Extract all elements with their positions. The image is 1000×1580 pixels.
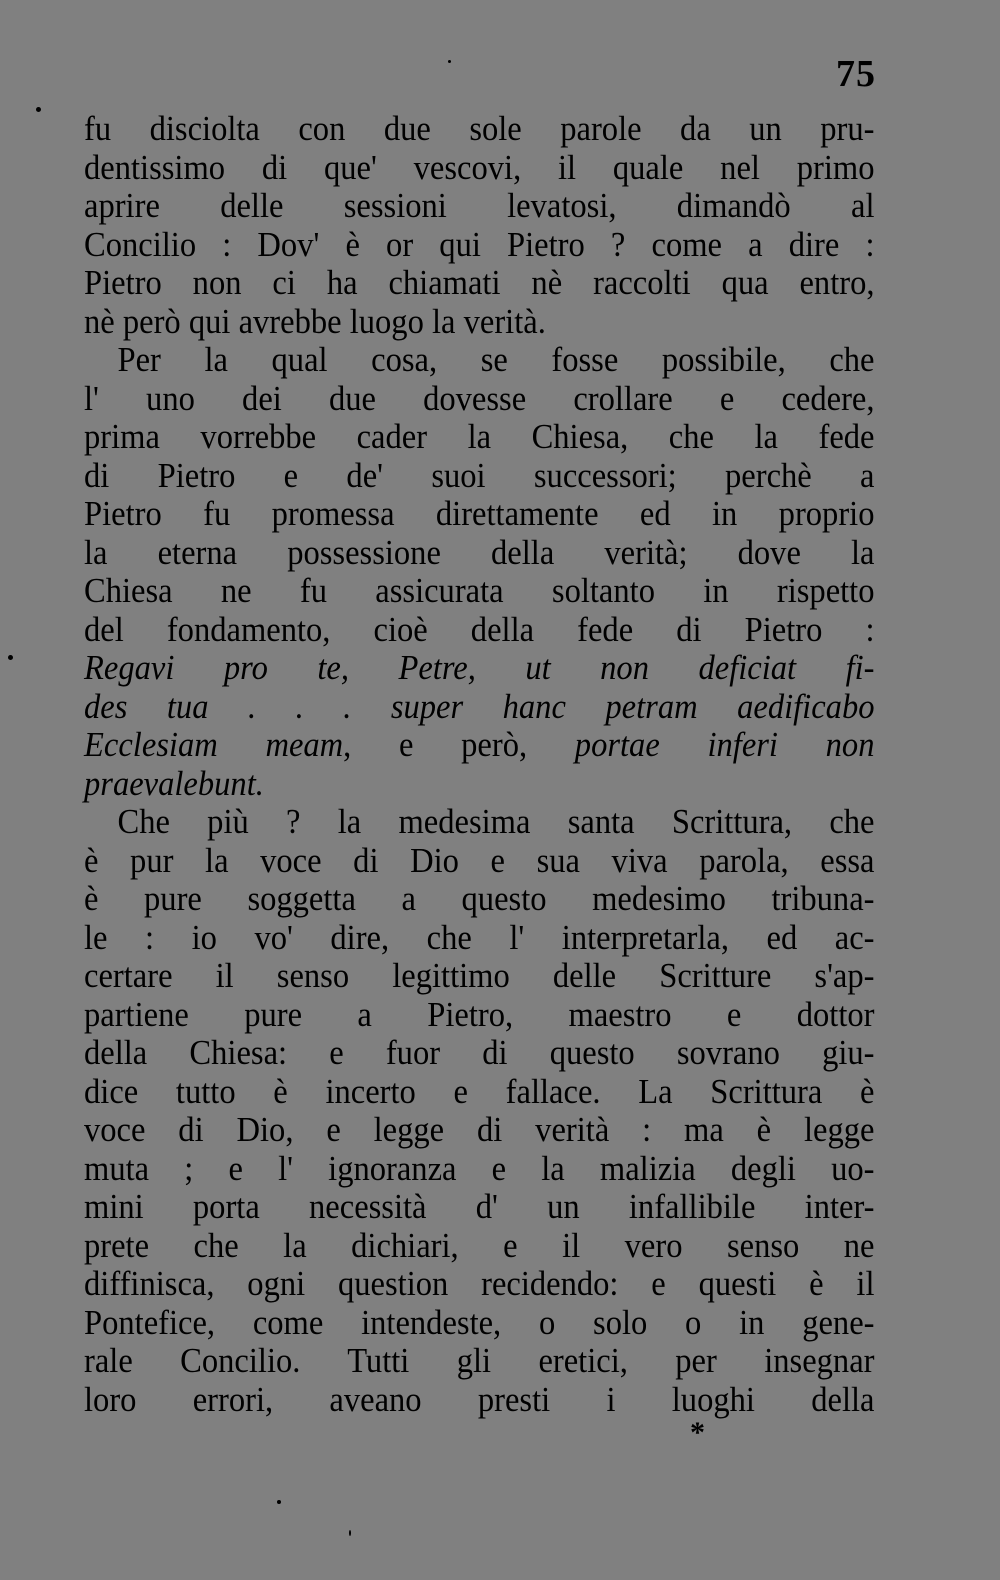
text-line: prete che la dichiari, e il vero senso ne bbox=[84, 1225, 875, 1265]
mixed-quote-line bbox=[84, 726, 875, 765]
latin-quote-line: praevalebunt. bbox=[84, 763, 264, 803]
text-line: l' uno dei due dovesse crollare e cedere, bbox=[84, 378, 875, 418]
text-line: voce di Dio, e legge di verità : ma è legge bbox=[84, 1110, 875, 1149]
text-line: diffinisca, ogni question recidendo: e questi è il bbox=[84, 1264, 875, 1303]
text-line: del fondamento, cioè della fede di Pietro : bbox=[84, 609, 875, 649]
text-line: di Pietro e de' suoi successori; perchè a bbox=[84, 455, 875, 495]
signature-mark: * bbox=[690, 1416, 705, 1449]
latin-quote-line: des tua . . . super hanc petram aedificabo bbox=[84, 686, 875, 726]
text-line: Pietro fu promessa direttamente ed in proprio bbox=[84, 494, 875, 533]
latin-quote-line: Regavi pro te, Petre, ut non deficiat fi- bbox=[84, 648, 875, 687]
text-line: Pontefice, come intendeste, o solo o in gene- bbox=[84, 1302, 875, 1342]
scan-speck bbox=[8, 655, 13, 660]
text-line: nè però qui avrebbe luogo la verità. bbox=[84, 301, 546, 341]
page-number: 75 bbox=[836, 53, 876, 95]
text-line: la eterna possessione della verità; dove la bbox=[84, 532, 875, 572]
paragraph-start-line: Che più ? la medesima santa Scrittura, che bbox=[117, 802, 875, 841]
text-line: fu disciolta con due sole parole da un pru- bbox=[84, 109, 875, 148]
text-line: aprire delle sessioni levatosi, dimandò al bbox=[84, 186, 875, 225]
scan-speck bbox=[349, 1530, 351, 1536]
text-line: partiene pure a Pietro, maestro e dottor bbox=[84, 994, 875, 1034]
text-line: Chiesa ne fu assicurata soltanto in rispetto bbox=[84, 571, 875, 610]
text-line: prima vorrebbe cader la Chiesa, che la fede bbox=[84, 417, 875, 456]
latin-quote-fragment: Ecclesiam meam bbox=[84, 725, 344, 764]
text-line: della Chiesa: e fuor di questo sovrano giu- bbox=[84, 1033, 875, 1072]
text-line: le : io vo' dire, che l' interpretarla, ed ac- bbox=[84, 917, 875, 957]
scan-speck bbox=[36, 107, 41, 112]
text-line: Pietro non ci ha chiamati nè raccolti qua entro, bbox=[84, 263, 875, 302]
text-line: è pur la voce di Dio e sua viva parola, essa bbox=[84, 840, 875, 880]
latin-quote-fragment: portae inferi non bbox=[574, 725, 875, 764]
text-line: dice tutto è incerto e fallace. La Scrittura è bbox=[84, 1071, 875, 1111]
text-line: Concilio : Dov' è or qui Pietro ? come a dire : bbox=[84, 224, 875, 264]
scan-speck bbox=[277, 1500, 281, 1504]
text-line: dentissimo di que' vescovi, il quale nel primo bbox=[84, 147, 875, 187]
text-fragment: , e però, bbox=[343, 725, 575, 764]
text-line: loro errori, aveano presti i luoghi della bbox=[84, 1379, 875, 1419]
paragraph-start-line: Per la qual cosa, se fosse possibile, che bbox=[117, 340, 875, 379]
text-line: certare il senso legittimo delle Scritture s'ap- bbox=[84, 956, 875, 995]
text-line: rale Concilio. Tutti gli eretici, per insegnar bbox=[84, 1341, 875, 1380]
body-text bbox=[84, 110, 874, 1419]
text-line: mini porta necessità d' un infallibile inter- bbox=[84, 1187, 875, 1226]
text-line: muta ; e l' ignoranza e la malizia degli uo- bbox=[84, 1148, 875, 1188]
scan-speck bbox=[448, 60, 451, 63]
text-line: è pure soggetta a questo medesimo tribuna- bbox=[84, 879, 875, 918]
